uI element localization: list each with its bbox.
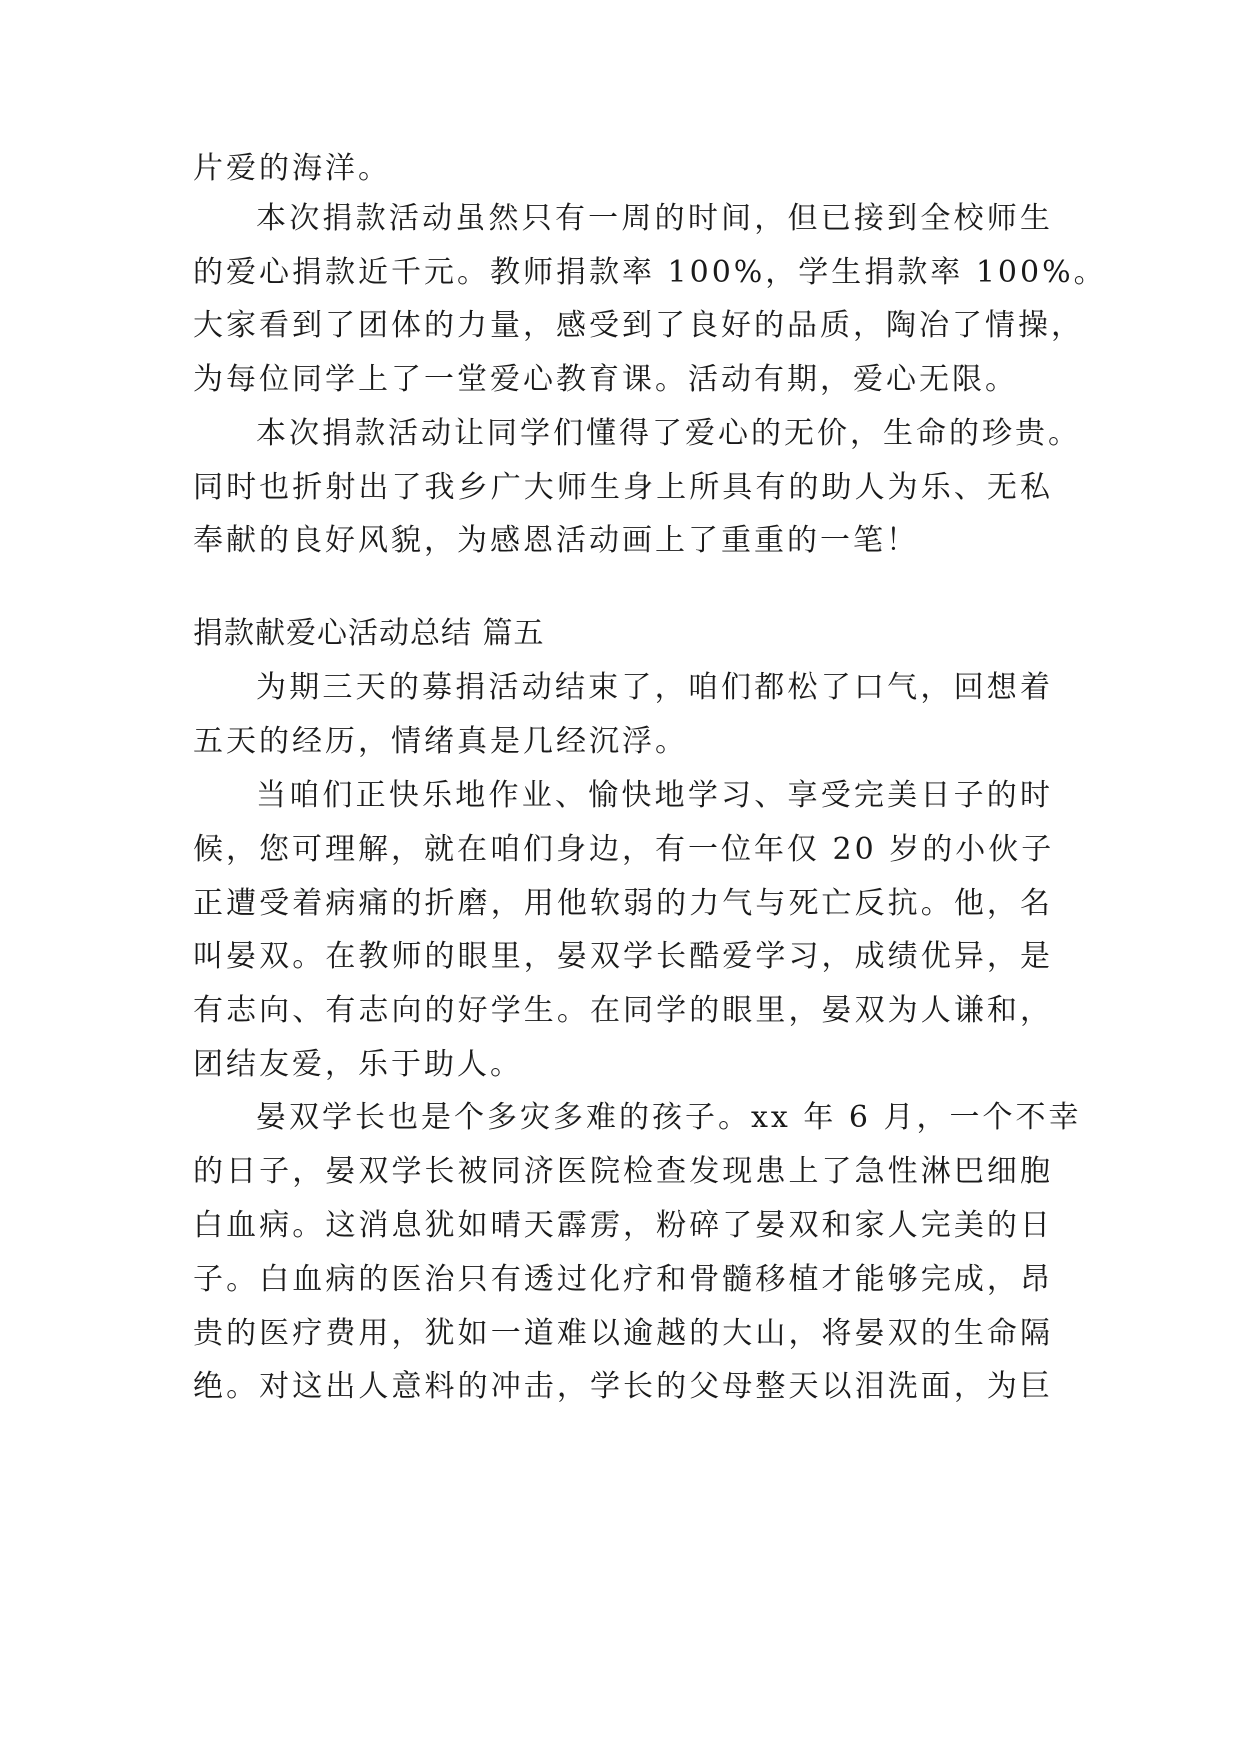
paragraph-line: 的日子，晏双学长被同济医院检查发现患上了急性淋巴细胞 [193,1154,1053,1189]
paragraph-line: 正遭受着病痛的折磨，用他软弱的力气与死亡反抗。他，名 [193,886,1053,921]
paragraph-line: 有志向、有志向的好学生。在同学的眼里，晏双为人谦和， [193,993,1053,1028]
paragraph-line: 的爱心捐款近千元。教师捐款率 100%，学生捐款率 100%。 [193,255,1107,290]
paragraph-line: 片爱的海洋。 [193,151,391,186]
paragraph-line: 叫晏双。在教师的眼里，晏双学长酷爱学习，成绩优异，是 [193,939,1053,974]
paragraph-line: 团结友爱，乐于助人。 [193,1047,523,1082]
paragraph-line: 为期三天的募捐活动结束了，咱们都松了口气，回想着 [256,670,1053,705]
paragraph-line: 当咱们正快乐地作业、愉快地学习、享受完美日子的时 [256,778,1053,813]
paragraph-line: 五天的经历，情绪真是几经沉浮。 [193,724,688,759]
paragraph-line: 贵的医疗费用，犹如一道难以逾越的大山，将晏双的生命隔 [193,1316,1053,1351]
paragraph-line: 绝。对这出人意料的冲击，学长的父母整天以泪洗面，为巨 [193,1369,1053,1404]
paragraph-line: 大家看到了团体的力量，感受到了良好的品质，陶冶了情操， [193,308,1084,343]
paragraph-line: 本次捐款活动虽然只有一周的时间，但已接到全校师生 [256,201,1053,236]
paragraph-line: 奉献的良好风貌，为感恩活动画上了重重的一笔！ [193,523,919,558]
paragraph-line: 子。白血病的医治只有透过化疗和骨髓移植才能够完成，昂 [193,1262,1053,1297]
paragraph-line: 为每位同学上了一堂爱心教育课。活动有期，爱心无限。 [193,362,1018,397]
paragraph-line: 白血病。这消息犹如晴天霹雳，粉碎了晏双和家人完美的日 [193,1208,1053,1243]
section-heading: 捐款献爱心活动总结 篇五 [193,616,545,651]
paragraph-line: 晏双学长也是个多灾多难的孩子。xx 年 6 月，一个不幸 [256,1100,1082,1135]
paragraph-line: 本次捐款活动让同学们懂得了爱心的无价，生命的珍贵。 [256,416,1081,451]
paragraph-line: 同时也折射出了我乡广大师生身上所具有的助人为乐、无私 [193,470,1053,505]
paragraph-line: 候，您可理解，就在咱们身边，有一位年仅 20 岁的小伙子 [193,832,1055,867]
